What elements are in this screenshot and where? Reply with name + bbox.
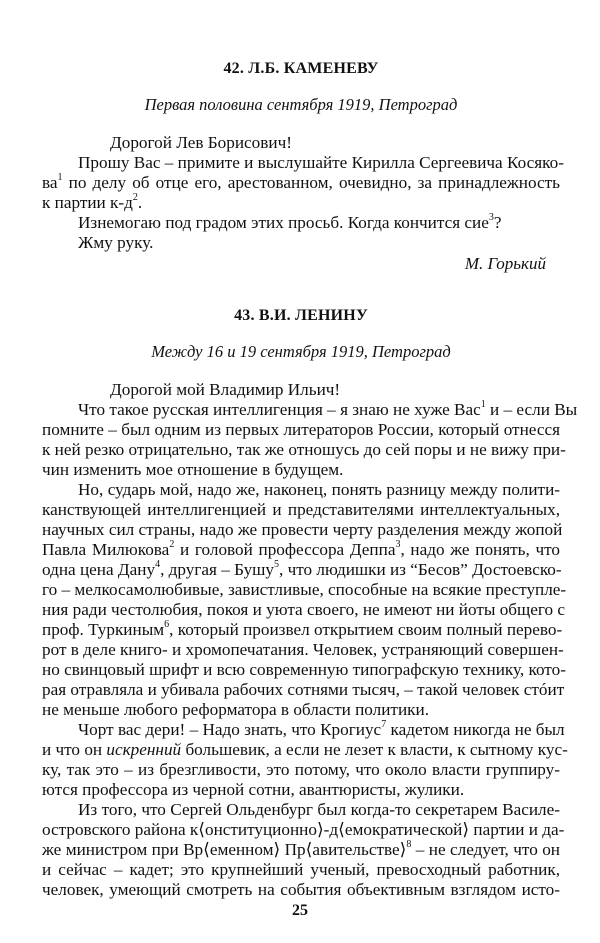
text-run: Но, сударь мой, надо же, наконец, понять разницу между полити- — [78, 480, 560, 499]
letter-43-line — [42, 700, 560, 720]
text-run: . — [137, 193, 143, 212]
letter-43-line — [42, 719, 565, 740]
letter-43-line — [42, 640, 564, 660]
text-run: Изнемогаю под градом этих просьб. Когда кончится сие — [78, 213, 489, 232]
text-run: большевик, а если не лезет к власти, к сытному кус- — [181, 740, 568, 759]
text-run: чин изменить мое отношение в будущем. — [42, 460, 344, 479]
text-run: рая отравляла и убивала рабочих сотнями тысяч, – такой человек стóит — [42, 680, 565, 699]
letter-43-line — [42, 480, 560, 500]
footnote-ref: 8 — [406, 839, 412, 851]
text-run: , другая – Бушу — [160, 560, 274, 579]
footnote-ref: 2 — [169, 539, 175, 551]
letter-43-line — [42, 460, 560, 480]
text-run: и – если Вы — [485, 400, 578, 419]
letter-43-line — [42, 880, 560, 900]
footnote-ref: 3 — [488, 212, 494, 224]
text-run: кадетом никогда не был — [386, 720, 565, 739]
letter-43-line — [42, 520, 563, 540]
letter-43-salutation: Дорогой мой Владимир Ильич! — [110, 380, 341, 399]
letter-42-line — [42, 173, 560, 193]
text-run: ? — [493, 213, 502, 232]
letter-43-line — [42, 860, 560, 880]
text-run: рот в деле книго- и хромопечатания. Человек, устраняющий совершен- — [42, 640, 564, 659]
letter-43-line — [42, 680, 565, 700]
letter-42-line — [42, 213, 560, 233]
text-run: же министром при Вр⟨еменном⟩ Пр⟨авительстве⟩ — [42, 840, 407, 859]
text-run: – не следует, что он — [411, 840, 560, 859]
text-run: ются профессора из черной сотни, авантюристы, жулики. — [42, 780, 465, 799]
letter-42-heading: 42. Л.Б. КАМЕНЕВУ — [223, 60, 379, 77]
text-run: научных сил страны, надо же провести черту разделения между жопой — [42, 520, 563, 539]
footnote-ref: 5 — [274, 559, 279, 571]
footnote-ref: 6 — [164, 619, 170, 631]
letter-42-line — [42, 153, 564, 173]
letter-43-line — [42, 600, 566, 620]
text-run: помните – был одним из первых литераторов России, который отнесся — [42, 420, 560, 439]
letter-43-line — [42, 800, 560, 820]
letter-43-dateline: Между 16 и 19 сентября 1919, Петроград — [151, 342, 451, 361]
letter-43-line — [42, 560, 560, 580]
text-run: Что такое русская интеллигенция – я знаю не хуже Вас — [78, 400, 481, 419]
text-run: ния ради честолюбия, покоя и уюта своего, не имеют ни йоты общего с — [42, 600, 566, 619]
letter-43-line — [42, 540, 560, 560]
text-run: островского района к⟨онституционно⟩-д⟨емократической⟩ партии и да- — [42, 820, 565, 839]
text-run: канствующей интеллигенцией и представителями интеллектуальных, — [42, 500, 560, 519]
text-run: одна цена Дану — [42, 560, 156, 579]
letter-43-line — [42, 500, 560, 520]
text-run: к партии к-д — [42, 193, 133, 212]
letter-42-dateline: Первая половина сентября 1919, Петроград — [144, 95, 458, 114]
text-run: не меньше любого реформатора в области политики. — [42, 700, 429, 719]
text-run: и сейчас – кадет; это крупнейший ученый, превосходный работник, — [42, 860, 560, 879]
text-run: Из того, что Сергей Ольденбург был когда-то секретарем Василе- — [78, 800, 560, 819]
footnote-ref: 7 — [381, 719, 387, 731]
text-run: и что он — [42, 740, 107, 759]
text-run: проф. Туркиным — [42, 620, 165, 639]
letter-43-line — [42, 840, 560, 860]
text-run: , надо же понять, что — [400, 540, 560, 559]
text-run: ку, так это – из брезгливости, это потому, что около власти группиру- — [42, 760, 560, 779]
letter-42-signature: М. Горький — [464, 254, 546, 273]
text-run: Прошу Вас – примите и выслушайте Кирилла Сергеевича Косяко- — [78, 153, 564, 172]
text-run: по делу об отце его, арестованном, очевидно, за принадлежность — [62, 173, 560, 192]
footnote-ref: 2 — [132, 192, 138, 204]
letter-42-line — [42, 233, 560, 253]
letter-43-line — [42, 760, 560, 780]
text-run: ва — [42, 173, 58, 192]
letter-43-line — [42, 820, 565, 840]
letter-43-line — [42, 740, 568, 760]
letter-43-line — [42, 660, 566, 680]
text-run: , что людишки из “Бесов” Достоевско- — [279, 560, 562, 579]
footnote-ref: 3 — [395, 539, 401, 551]
letter-43-line — [42, 580, 567, 600]
text-run: , который произвел открытием своим полный перево- — [169, 620, 563, 639]
emphasis-text: искренний — [106, 740, 182, 759]
text-run: Чорт вас дери! – Надо знать, что Крогиус — [78, 720, 382, 739]
letter-42-salutation: Дорогой Лев Борисович! — [110, 133, 292, 152]
letter-43-line — [42, 399, 578, 420]
page-number: 25 — [292, 902, 308, 919]
text-run: к ней резко отрицательно, так же отношусь до сей поры и не вижу при- — [42, 440, 566, 459]
footnote-ref: 4 — [155, 559, 161, 571]
text-run: но свинцовый шрифт и всю современную типографскую технику, кото- — [42, 660, 566, 679]
text-run: го – мелкосамолюбивые, завистливые, способные на всякие преступле- — [42, 580, 567, 599]
letter-43-line — [42, 619, 563, 640]
letter-43-heading: 43. В.И. ЛЕНИНУ — [234, 307, 368, 324]
letter-43-line — [42, 420, 560, 440]
footnote-ref: 1 — [480, 399, 486, 411]
text-run: и головой профессора Деппа — [174, 540, 396, 559]
letter-43-line — [42, 780, 560, 800]
text-run: Павла Милюкова — [42, 540, 170, 559]
letter-43-line — [42, 440, 566, 460]
text-run: человек, умеющий смотреть на события объективным взглядом исто- — [42, 880, 560, 899]
letter-42-line — [42, 193, 560, 213]
footnote-ref: 1 — [57, 172, 63, 184]
text-run: Жму руку. — [78, 233, 154, 252]
